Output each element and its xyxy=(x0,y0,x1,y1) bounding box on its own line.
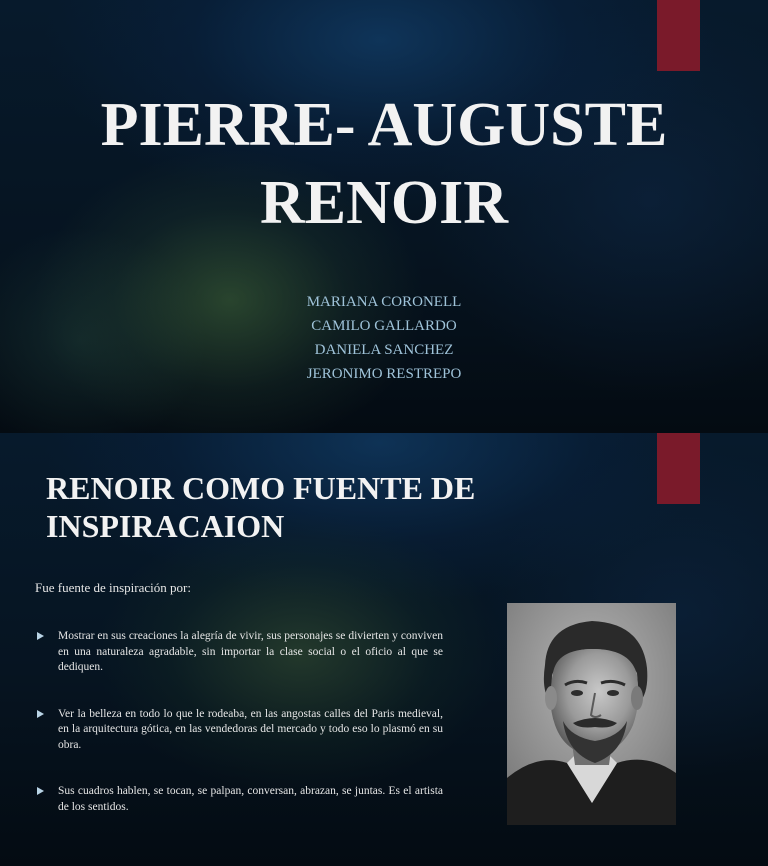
triangle-bullet-icon xyxy=(37,787,44,795)
content-slide xyxy=(0,433,768,866)
title-line: INSPIRACAION xyxy=(46,508,285,544)
slide-title xyxy=(46,469,566,545)
title-line: PIERRE- AUGUSTE xyxy=(100,91,668,159)
presentation-title xyxy=(0,86,768,242)
author-name: DANIELA SANCHEZ xyxy=(314,342,454,358)
portrait-photo xyxy=(507,603,676,825)
bullet-text: Sus cuadros hablen, se tocan, se palpan, conversan, abrazan, se juntas. Es el artista de los sentidos. xyxy=(58,785,443,813)
bullet-text: Ver la belleza en todo lo que le rodeaba, en las angostas calles del Paris medieval, en la arquitectura gótica, en las vendedoras del mercado y todo eso lo plasmó en su obra. xyxy=(58,707,443,751)
bullet-list xyxy=(35,629,443,815)
author-name: CAMILO GALLARDO xyxy=(311,318,457,334)
bullet-text: Mostrar en sus creaciones la alegría de vivir, sus personajes se divierten y conviven en una naturaleza agradable, sin importar la clase social o el oficio al que se dediquen. xyxy=(58,630,443,673)
accent-bar xyxy=(657,0,700,71)
intro-text: Fue fuente de inspiración por: xyxy=(35,580,191,595)
bullet-item xyxy=(35,707,443,754)
portrait-illustration xyxy=(507,603,676,825)
title-line: RENOIR COMO FUENTE DE xyxy=(46,470,476,506)
accent-bar xyxy=(657,433,700,504)
bullet-item xyxy=(35,629,443,676)
triangle-bullet-icon xyxy=(37,632,44,640)
triangle-bullet-icon xyxy=(37,710,44,718)
author-list xyxy=(0,290,768,386)
author-name: JERONIMO RESTREPO xyxy=(306,366,462,382)
bullet-item xyxy=(35,784,443,815)
title-line: RENOIR xyxy=(259,169,509,237)
author-name: MARIANA CORONELL xyxy=(306,294,462,310)
